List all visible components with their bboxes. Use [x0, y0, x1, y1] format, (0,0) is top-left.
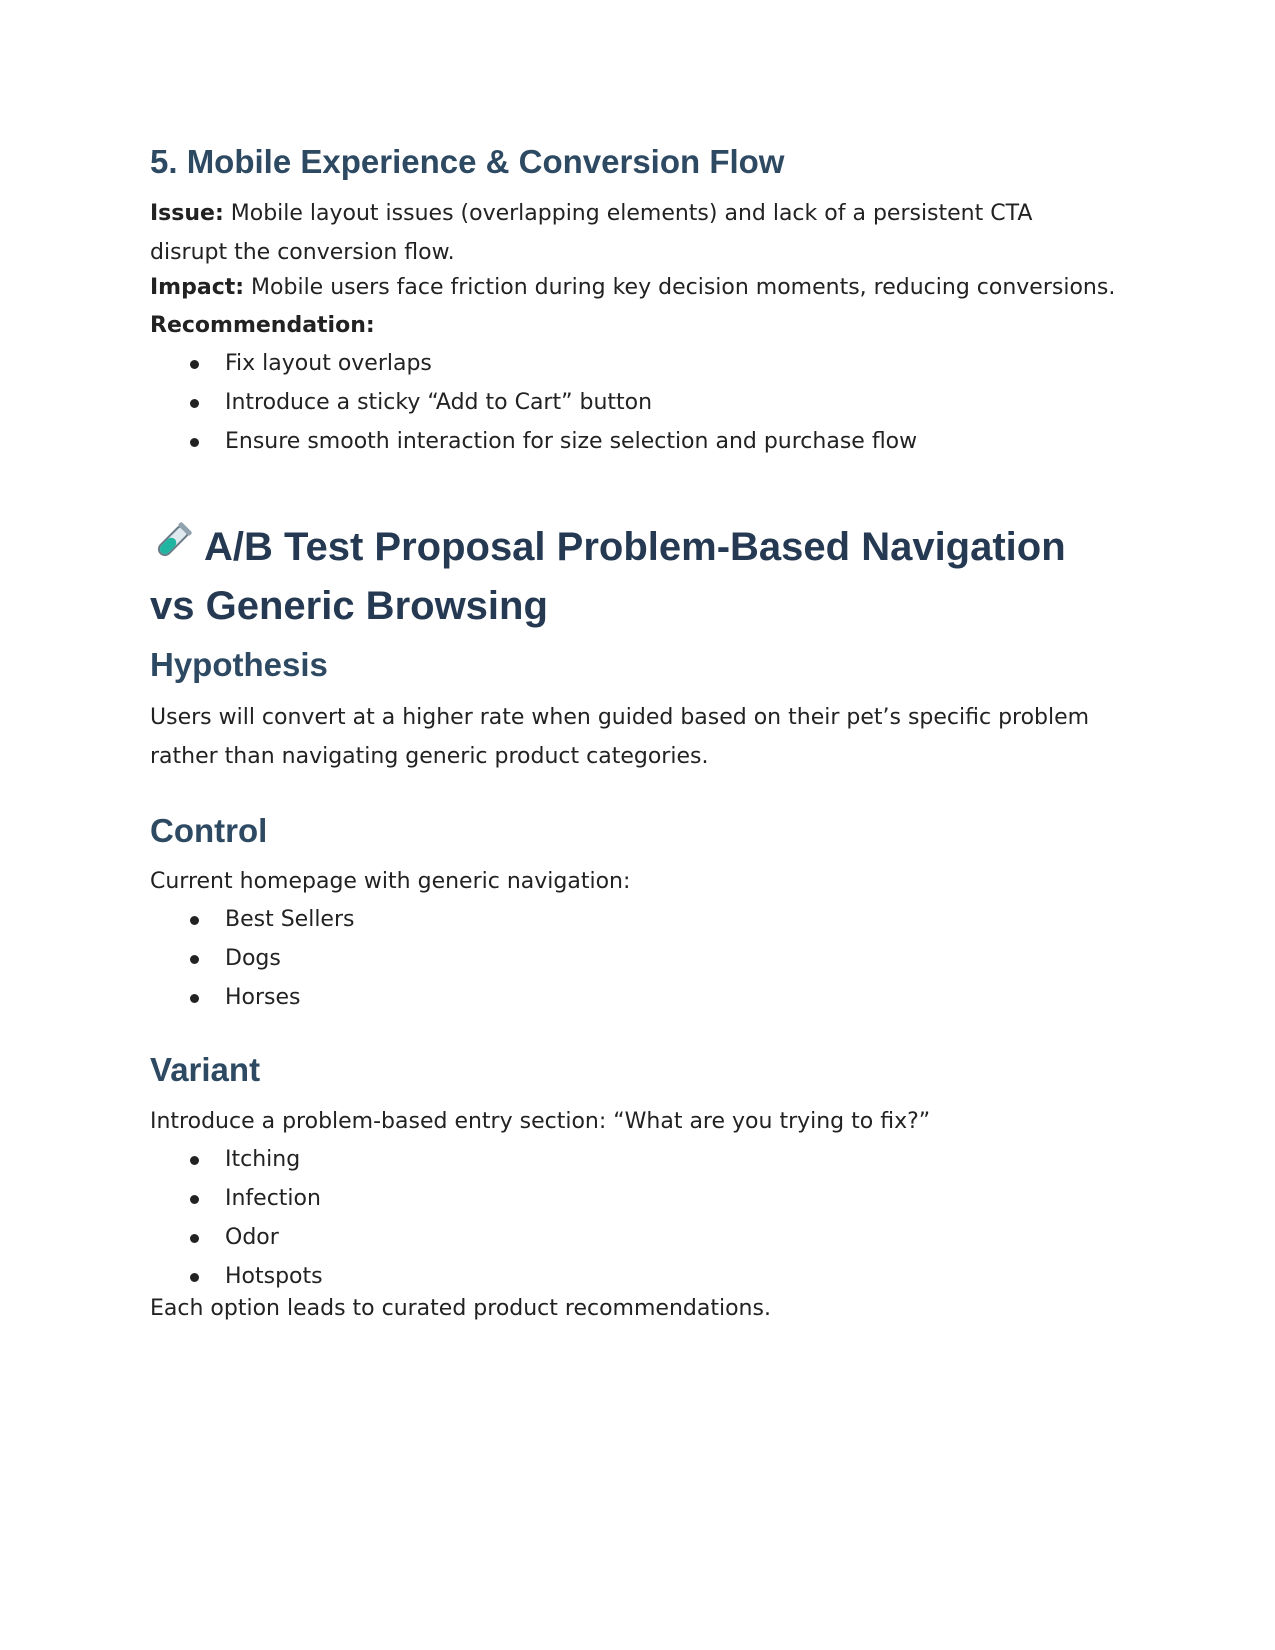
bullet-icon: [190, 955, 199, 964]
ab-test-title: [150, 520, 1110, 634]
recommendation-list: [150, 344, 917, 461]
recommendation-paragraph: [150, 306, 375, 345]
bullet-icon: [190, 1234, 199, 1243]
control-intro: Current homepage with generic navigation:: [150, 869, 631, 894]
variant-list: [150, 1140, 323, 1296]
control-heading: Control: [150, 812, 268, 849]
section-heading: 5. Mobile Experience & Conversion Flow: [150, 143, 785, 180]
impact-paragraph: [150, 268, 1115, 307]
bullet-icon: [190, 360, 199, 369]
hypothesis-heading: Hypothesis: [150, 646, 328, 683]
list-item: Dogs: [150, 939, 354, 978]
issue-paragraph: [150, 194, 1110, 272]
list-item: Horses: [150, 978, 354, 1017]
list-item: Odor: [150, 1218, 323, 1257]
bullet-icon: [190, 1156, 199, 1165]
bullet-icon: [190, 916, 199, 925]
hypothesis-text: Users will convert at a higher rate when guided based on their pet’s specific problem rather than navigating generic product categories.: [150, 705, 1090, 769]
list-item: Fix layout overlaps: [150, 344, 917, 383]
bullet-icon: [190, 1273, 199, 1282]
variant-intro: Introduce a problem-based entry section: “What are you trying to fix?”: [150, 1109, 931, 1134]
recommendation-label: Recommendation:: [150, 313, 375, 338]
test-tube-icon: [150, 520, 194, 579]
issue-label: Issue:: [150, 201, 224, 226]
bullet-icon: [190, 399, 199, 408]
list-item: Introduce a sticky “Add to Cart” button: [150, 383, 917, 422]
bullet-icon: [190, 438, 199, 447]
list-item: Best Sellers: [150, 900, 354, 939]
ab-test-title-text: A/B Test Proposal Problem-Based Navigation vs Generic Browsing: [150, 525, 1066, 628]
issue-text: Mobile layout issues (overlapping elements) and lack of a persistent CTA disrupt the conversion flow.: [150, 201, 1033, 265]
list-item: Ensure smooth interaction for size selection and purchase flow: [150, 422, 917, 461]
list-item: Infection: [150, 1179, 323, 1218]
impact-label: Impact:: [150, 275, 245, 300]
impact-text: Mobile users face friction during key decision moments, reducing conversions.: [244, 275, 1116, 300]
variant-heading: Variant: [150, 1051, 261, 1088]
control-list: [150, 900, 354, 1017]
bullet-icon: [190, 994, 199, 1003]
list-item: Itching: [150, 1140, 323, 1179]
variant-outro: Each option leads to curated product recommendations.: [150, 1296, 771, 1321]
bullet-icon: [190, 1195, 199, 1204]
list-item: Hotspots: [150, 1257, 323, 1296]
